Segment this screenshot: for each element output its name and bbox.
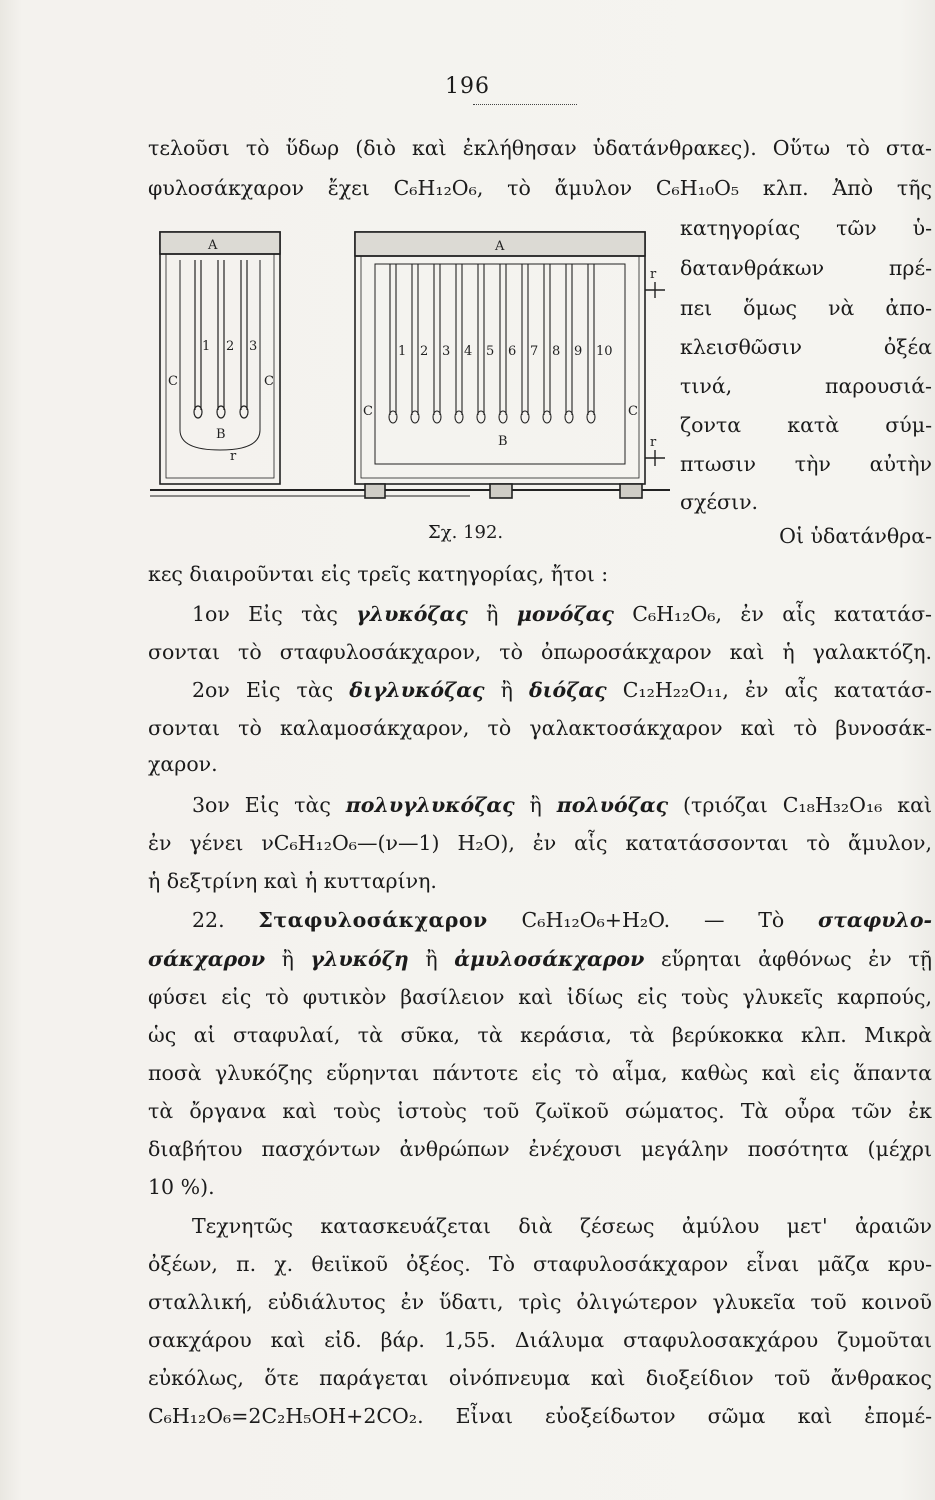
text-line: ἡ δεξτρίνη καὶ ἡ κυτταρίνη. <box>148 869 437 893</box>
svg-text:10: 10 <box>596 344 613 359</box>
text-line: σονται τὸ καλαμοσάκχαρον, τὸ γαλακτοσάκχαρον καὶ τὸ βυνοσάκ- <box>148 716 932 740</box>
text-line: ὡς αἱ σταφυλαί, τὰ σῦκα, τὰ κεράσια, τὰ βερύκοκκα κλπ. Μικρὰ <box>148 1023 932 1047</box>
text-line: φυλοσάκχαρον ἔχει C₆H₁₂O₆, τὸ ἄμυλον C₆H₁₀O₅ κλπ. Ἀπὸ τῆς <box>148 176 932 200</box>
text-line: 10 %). <box>148 1175 215 1199</box>
svg-text:9: 9 <box>574 344 583 359</box>
svg-text:B: B <box>216 427 226 442</box>
svg-text:2: 2 <box>420 344 429 359</box>
text-line: κλεισθῶσιν ὀξέα <box>680 335 932 359</box>
text-line: φύσει εἰς τὸ φυτικὸν βασίλειον καὶ ἰδίως εἰς τοὺς γλυκεῖς καρπούς, <box>148 985 932 1009</box>
left-inner-vessel <box>180 260 260 450</box>
text-line: σχέσιν. <box>680 490 759 514</box>
text-line: σακχάρου καὶ εἰδ. βάρ. 1,55. Διάλυμα σταφυλοσακχάρου ζυμοῦται <box>148 1328 932 1352</box>
svg-text:1: 1 <box>398 344 407 359</box>
svg-text:r: r <box>650 267 657 282</box>
upper-tap <box>645 282 665 298</box>
text-line: κες διαιροῦνται εἰς τρεῖς κατηγορίας, ἤτοι : <box>148 562 609 586</box>
text-line: Οἱ ὑδατάνθρα- <box>779 524 932 548</box>
svg-text:A: A <box>208 238 218 253</box>
text-line: διαβήτου πασχόντων ἀνθρώπων ἐνέχουσι μεγάλην ποσότητα (μέχρι <box>148 1137 932 1161</box>
svg-text:r: r <box>650 435 657 450</box>
svg-text:1: 1 <box>202 339 211 354</box>
text-line: C₆H₁₂O₆=2C₂H₅OH+2CO₂. Εἶναι εὐοξείδωτον σῶμα καὶ ἐπομέ- <box>148 1404 932 1428</box>
text-line: 2ον Εἰς τὰς διγλυκόζας ἢ διόζας C₁₂H₂₂O₁₁, ἐν αἷς κατατάσ- <box>192 678 932 702</box>
svg-text:B: B <box>498 434 508 449</box>
svg-text:6: 6 <box>508 344 517 359</box>
svg-text:C: C <box>628 404 638 419</box>
svg-text:5: 5 <box>486 344 495 359</box>
svg-text:7: 7 <box>530 344 539 359</box>
figure-caption: Σχ. 192. <box>428 522 504 543</box>
svg-text:4: 4 <box>464 344 473 359</box>
apparatus-figure <box>150 220 670 510</box>
svg-text:r: r <box>230 449 237 464</box>
text-line: ζοντα κατὰ σύμ- <box>680 413 932 437</box>
text-line: πει ὅμως νὰ ἀπο- <box>680 296 932 320</box>
svg-text:3: 3 <box>249 339 258 354</box>
text-line: 1ον Εἰς τὰς γλυκόζας ἢ μονόζας C₆H₁₂O₆, ἐν αἷς κατατάσ- <box>192 602 932 626</box>
svg-text:8: 8 <box>552 344 561 359</box>
svg-text:C: C <box>264 374 274 389</box>
text-line: ἐν γένει νC₆H₁₂O₆—(ν—1) H₂O), ἐν αἷς κατατάσσονται τὸ ἄμυλον, <box>148 831 932 855</box>
text-line: εὐκόλως, ὅτε παράγεται οἰνόπνευμα καὶ διοξείδιον τοῦ ἄνθρακος <box>148 1366 932 1390</box>
text-line: 3ον Εἰς τὰς πολυγλυκόζας ἢ πολυόζας (τριόζαι C₁₈H₃₂O₁₆ καὶ <box>192 793 932 817</box>
text-line: Τεχνητῶς κατασκευάζεται διὰ ζέσεως ἀμύλου μετ' ἀραιῶν <box>192 1214 932 1238</box>
text-line: πτωσιν τὴν αὐτὴν <box>680 452 932 476</box>
text-line: κατηγορίας τῶν ὑ- <box>680 216 932 240</box>
left-tank-top <box>160 232 280 254</box>
text-line: τελοῦσι τὸ ὕδωρ (διὸ καὶ ἐκλήθησαν ὑδατάνθρακες). Οὕτω τὸ στα- <box>148 136 932 160</box>
page-number-rule <box>473 104 577 105</box>
text-line: χαρον. <box>148 752 218 776</box>
text-line: τὰ ὄργανα καὶ τοὺς ἱστοὺς τοῦ ζωϊκοῦ σώματος. Τὰ οὖρα τῶν ἐκ <box>148 1099 932 1123</box>
section-heading-line: 22. Σταφυλοσάκχαρον C₆H₁₂O₆+H₂O. — Τὸ σταφυλο- <box>192 908 932 932</box>
text-line: δατανθράκων πρέ- <box>680 256 932 280</box>
text-line: σταλλική, εὐδιάλυτος ἐν ὕδατι, τρὶς ὀλιγώτερον γλυκεῖα τοῦ κοινοῦ <box>148 1290 932 1314</box>
svg-text:3: 3 <box>442 344 451 359</box>
text-line: τινά, παρουσιά- <box>680 374 932 398</box>
svg-text:A: A <box>495 239 505 254</box>
svg-text:C: C <box>363 404 373 419</box>
page-number: 196 <box>445 74 490 99</box>
apparatus-illustration <box>150 220 670 510</box>
text-line: ποσὰ γλυκόζης εὕρηνται πάντοτε εἰς τὸ αἷμα, καθὼς καὶ εἰς ἅπαντα <box>148 1061 932 1085</box>
svg-text:2: 2 <box>226 339 235 354</box>
text-line: σάκχαρον ἢ γλυκόζη ἢ ἀμυλοσάκχαρον εὕρηται ἀφθόνως ἐν τῇ <box>148 947 932 971</box>
text-line: ὀξέων, π. χ. θειϊκοῦ ὀξέος. Τὸ σταφυλοσάκχαρον εἶναι μᾶζα κρυ- <box>148 1252 932 1276</box>
left-tank-outline <box>160 232 280 484</box>
text-line: σονται τὸ σταφυλοσάκχαρον, τὸ ὀπωροσάκχαρον καὶ ἡ γαλακτόζη. <box>148 640 932 664</box>
lower-tap <box>645 450 665 466</box>
svg-text:C: C <box>168 374 178 389</box>
